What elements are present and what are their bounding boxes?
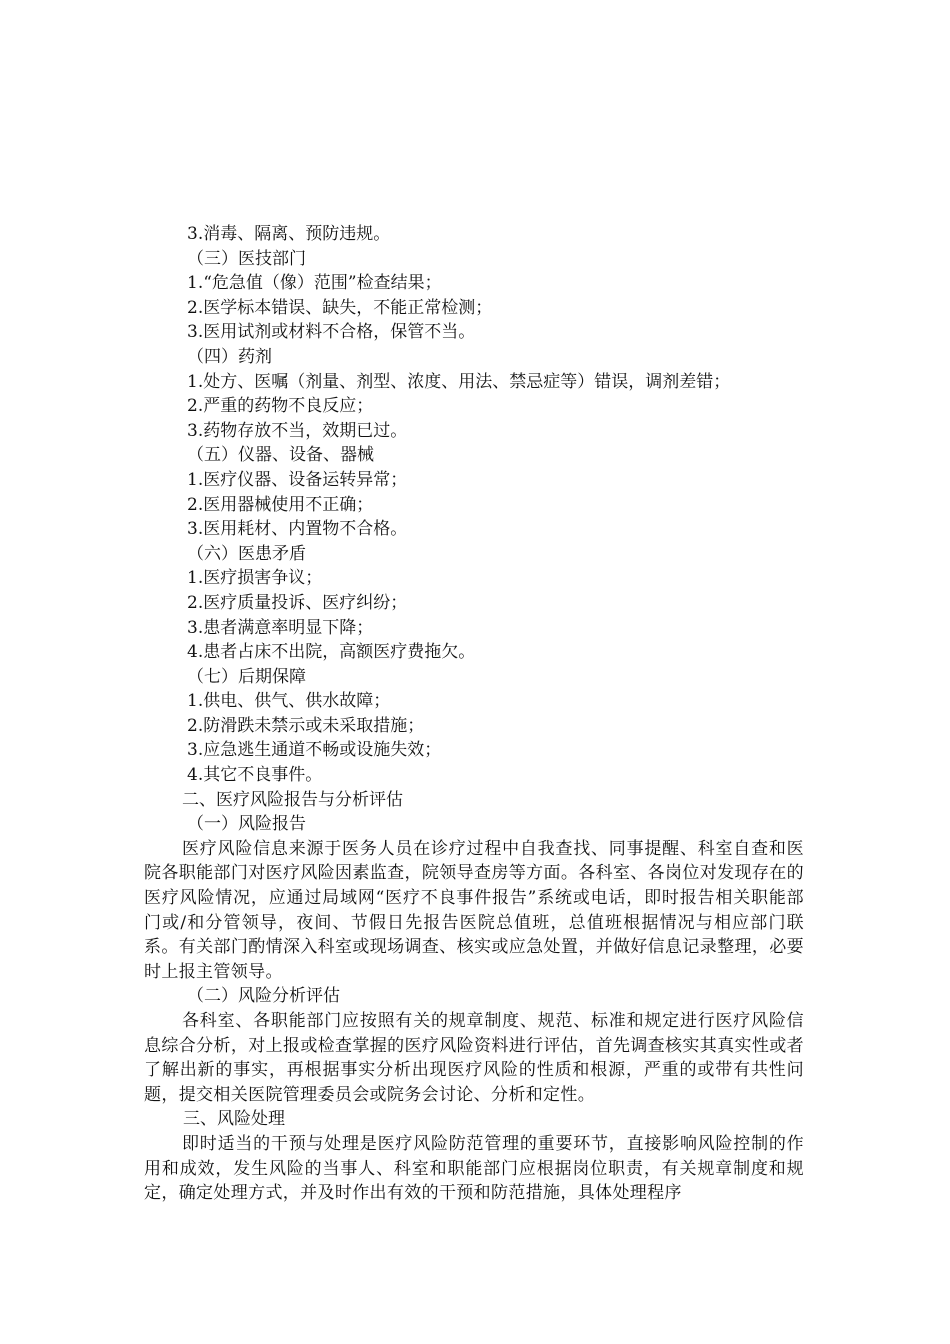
body-paragraph: 各科室、各职能部门应按照有关的规章制度、规范、标准和规定进行医疗风险信息综合分析，对上报或检查掌握的医疗风险资料进行评估，首先调查核实其真实性或者了解出新的事实，再根据事实分析出现医疗风险的性质和根源，严重的或带有共性问题，提交相关医院管理委员会或院务会讨论、分析和定性。	[144, 1011, 804, 1105]
list-item: 3.医用耗材、内置物不合格。	[187, 519, 408, 540]
list-item: 3.消毒、隔离、预防违规。	[187, 224, 391, 244]
subsection-heading: （七）后期保障	[187, 666, 306, 687]
section-heading: 三、风险处理	[183, 1109, 285, 1130]
list-item: 2.医学标本错误、缺失，不能正常检测；	[187, 297, 493, 318]
list-item: 1.处方、医嘱（剂量、剂型、浓度、用法、禁忌症等）错误，调剂差错；	[187, 371, 731, 392]
list-item: 3.患者满意率明显下降；	[187, 617, 374, 638]
list-item: 1.医疗仪器、设备运转异常；	[187, 469, 408, 490]
list-item: 3.应急逃生通道不畅或设施失效；	[187, 740, 442, 761]
list-item: 1.“危急值（像）范围”检查结果；	[187, 273, 442, 294]
section-heading: 二、医疗风险报告与分析评估	[182, 789, 403, 810]
list-item: 2.严重的药物不良反应；	[187, 396, 374, 417]
subsection-heading: （五）仪器、设备、器械	[187, 445, 374, 466]
document-body	[144, 222, 804, 1206]
list-item: 2.防滑跌未禁示或未采取措施；	[187, 715, 425, 736]
list-item: 1.供电、供气、供水故障；	[187, 691, 391, 712]
list-item: 4.患者占床不出院，高额医疗费拖欠。	[187, 642, 476, 663]
body-paragraph: 医疗风险信息来源于医务人员在诊疗过程中自我查找、同事提醒、科室自查和医院各职能部门对医疗风险因素监查，院领导查房等方面。各科室、各岗位对发现存在的医疗风险情况，应通过局域网“医疗不良事件报告”系统或电话，即时报告相关职能部门或/和分管领导，夜间、节假日先报告医院总值班，总值班根据情况与相应部门联系。有关部门酌情深入科室或现场调查、核实或应急处置，并做好信息记录整理，必要时上报主管领导。	[144, 838, 804, 982]
body-paragraph: 即时适当的干预与处理是医疗风险防范管理的重要环节，直接影响风险控制的作用和成效，发生风险的当事人、科室和职能部门应根据岗位职责，有关规章制度和规定，确定处理方式，并及时作出有效的干预和防范措施，具体处理程序	[144, 1133, 804, 1204]
list-item: 1.医疗损害争议；	[187, 568, 323, 589]
list-item: 4.其它不良事件。	[187, 765, 323, 786]
list-item: 3.药物存放不当，效期已过。	[187, 420, 408, 441]
subsection-heading: （二）风险分析评估	[187, 986, 340, 1007]
list-item: 2.医用器械使用不正确；	[187, 494, 374, 515]
subsection-heading: （六）医患矛盾	[187, 543, 306, 564]
list-item: 2.医疗质量投诉、医疗纠纷；	[187, 592, 408, 613]
list-item: 3.医用试剂或材料不合格，保管不当。	[187, 322, 476, 343]
subsection-heading: （一）风险报告	[187, 814, 306, 835]
subsection-heading: （三）医技部门	[187, 248, 306, 269]
subsection-heading: （四）药剂	[187, 346, 272, 367]
